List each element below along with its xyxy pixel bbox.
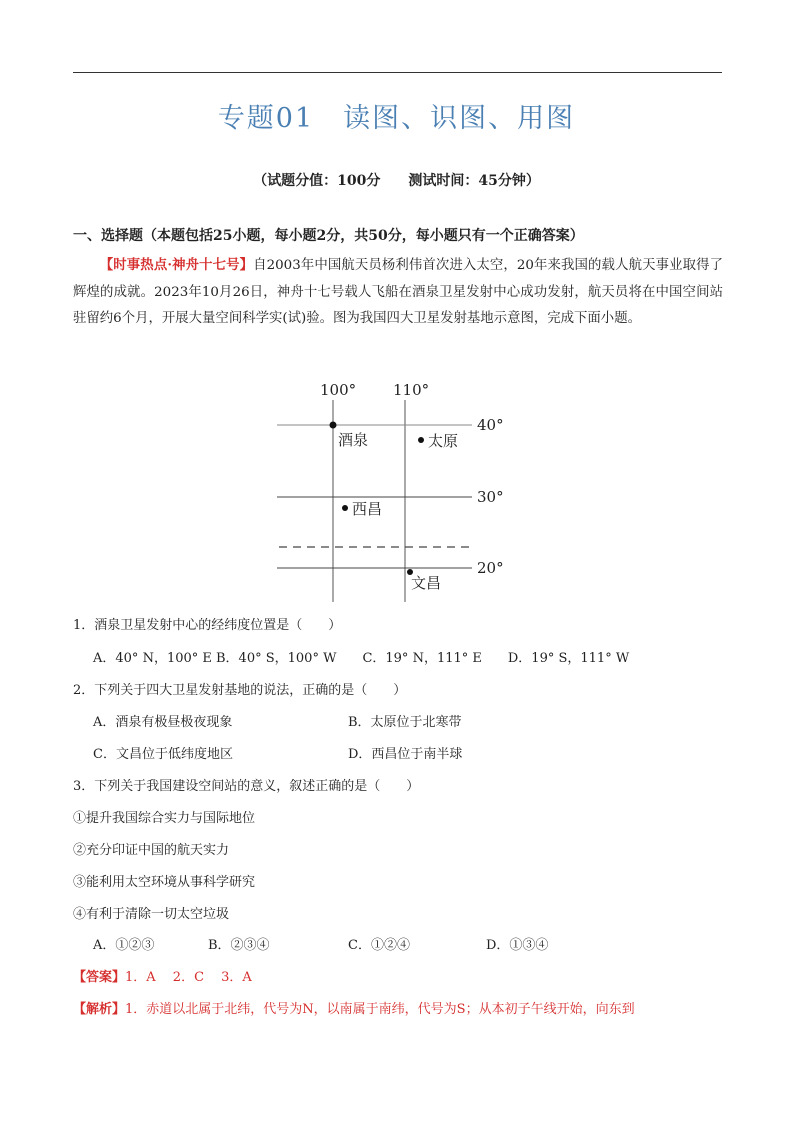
question-3-statement-1: ①提升我国综合实力与国际地位 (73, 811, 256, 826)
latitude-label-40: 40° (477, 416, 504, 434)
question-2-option-c: C．文昌位于低纬度地区 (93, 747, 233, 762)
question-3-option-d: D．①③④ (486, 938, 549, 953)
question-3-option-b: B．②③④ (208, 938, 270, 953)
analysis-label: 【解析】 (73, 1002, 126, 1017)
analysis-text: 1．赤道以北属于北纬，代号为N，以南属于南纬，代号为S；从本初子午线开始，向东到 (125, 1002, 635, 1017)
question-1-stem: 1．酒泉卫星发射中心的经纬度位置是（ ） (73, 618, 342, 633)
passage-text: 自2003年中国航天员杨利伟首次进入太空，20年来我国的载人航天事业取得了辉煌的成就。2023年10月26日，神舟十七号载人飞船在酒泉卫星发射中心成功发射，航天员将在中国空间站驻留约6个月，开展大量空间科学实(试)验。图为我国四大卫星发射基地示意图，完成下面小题。 (73, 258, 723, 326)
analysis-block (73, 998, 635, 1017)
latitude-label-20: 20° (477, 559, 504, 577)
question-3-statement-4: ④有利于清除一切太空垃圾 (73, 907, 230, 922)
longitude-label-110: 110° (393, 381, 430, 399)
place-wenchang: 文昌 (411, 574, 442, 592)
passage-tag: 【时事热点·神舟十七号】 (99, 257, 254, 273)
question-2-option-d: D．西昌位于南半球 (348, 747, 463, 762)
place-xichang: 西昌 (352, 500, 383, 518)
launch-base-map (270, 375, 510, 605)
question-2-option-b: B．太原位于北寒带 (348, 715, 462, 730)
top-rule (73, 72, 722, 73)
xichang-dot (342, 505, 348, 511)
question-2-option-a: A．酒泉有极昼极夜现象 (93, 715, 233, 730)
page-title: 专题01 读图、识图、用图 (217, 103, 576, 134)
answer-label: 【答案】 (73, 970, 126, 985)
question-1-options: A．40° N，100° E B．40° S，100° W C．19° N，111° E D．19° S，111° W (93, 651, 630, 666)
latitude-label-30: 30° (477, 488, 504, 506)
page-subtitle: （试题分值：100分 测试时间：45分钟） (253, 173, 540, 189)
question-3-statement-2: ②充分印证中国的航天实力 (73, 843, 230, 858)
answer-block (73, 966, 252, 985)
place-jiuquan: 酒泉 (338, 431, 369, 449)
question-3-option-a: A．①②③ (93, 938, 155, 953)
section-header: 一、选择题（本题包括25小题，每小题2分，共50分，每小题只有一个正确答案） (73, 228, 584, 244)
question-2-stem: 2．下列关于四大卫星发射基地的说法，正确的是（ ） (73, 683, 407, 698)
question-3-stem: 3．下列关于我国建设空间站的意义，叙述正确的是（ ） (73, 779, 420, 794)
answer-text: 1．A 2．C 3．A (125, 970, 252, 985)
question-3-option-c: C．①②④ (348, 938, 410, 953)
taiyuan-dot (418, 437, 424, 443)
jiuquan-dot (330, 422, 337, 429)
question-3-statement-3: ③能利用太空环境从事科学研究 (73, 875, 256, 890)
place-taiyuan: 太原 (428, 432, 459, 450)
longitude-label-100: 100° (320, 381, 357, 399)
reading-passage (73, 252, 723, 333)
